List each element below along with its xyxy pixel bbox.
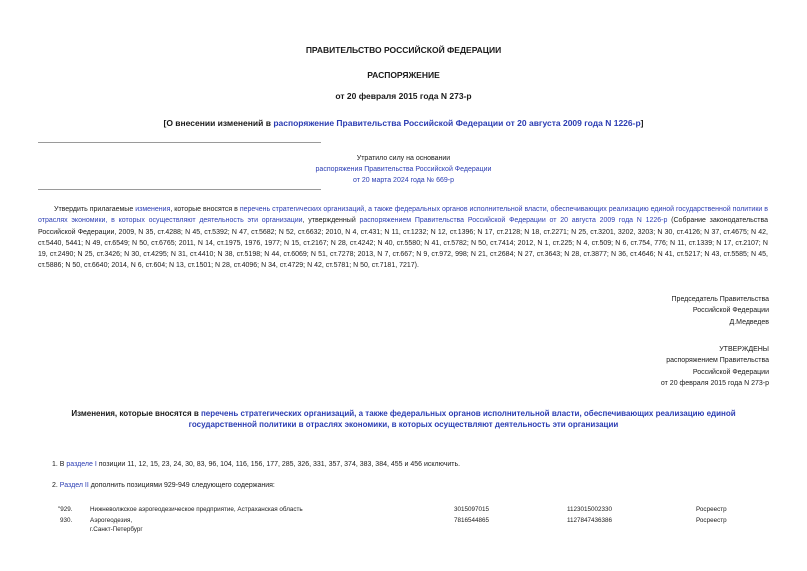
row-number: "929. <box>58 506 73 513</box>
lost-force-line1: Утратило силу на основании <box>356 155 451 162</box>
item-1 <box>52 460 460 470</box>
row-number: 930. <box>60 517 73 524</box>
approved-block <box>661 344 769 389</box>
title-suffix: ] <box>640 118 644 128</box>
title-link[interactable]: распоряжение Правительства Российской Федерации от 20 августа 2009 года N 1226-р <box>273 118 641 128</box>
signature-line1: Председатель Правительства <box>671 296 769 303</box>
row-agency: Росреестр <box>696 517 727 524</box>
document-date-number: от 20 февраля 2015 года N 273-р <box>335 91 472 101</box>
signature-block <box>672 294 769 328</box>
government-heading: ПРАВИТЕЛЬСТВО РОССИЙСКОЙ ФЕДЕРАЦИИ <box>305 45 502 55</box>
lost-force-link[interactable]: распоряжения Правительства Российской Федерации <box>315 166 492 173</box>
approved-line3: Российской Федерации <box>692 368 769 376</box>
table-row <box>38 516 769 536</box>
approved-line4: от 20 февраля 2015 года N 273-р <box>660 379 769 387</box>
row-inn: 7816544865 <box>454 517 490 524</box>
document-type: РАСПОРЯЖЕНИЕ <box>367 70 440 80</box>
p1-text-a: Утвердить прилагаемые <box>54 206 136 213</box>
item2-text-b: дополнить позициями 929-949 следующего содержания: <box>88 482 275 489</box>
row-ogrn: 1127847436386 <box>567 517 613 524</box>
divider-top <box>38 142 321 143</box>
section-2-link[interactable]: Раздел II <box>59 482 89 489</box>
changes-title-prefix: Изменения, которые вносятся в <box>71 409 201 418</box>
section-1-link[interactable]: разделе I <box>66 461 97 468</box>
changes-link[interactable]: изменения <box>135 206 171 213</box>
changes-title <box>50 408 757 430</box>
approved-line2: распоряжением Правительства <box>666 357 769 365</box>
main-paragraph <box>38 204 768 272</box>
lost-force-note <box>290 153 517 186</box>
item1-text-b: позиции 11, 12, 15, 23, 24, 30, 83, 96, 104, 116, 156, 177, 285, 326, 331, 357, 374, 383, 384, 455 и 456 исключить. <box>96 461 461 468</box>
row-org-name: Аэрогеодезия, <box>90 517 133 524</box>
row-agency: Росреестр <box>696 506 727 513</box>
signature-line2: Российской Федерации <box>692 307 769 315</box>
row-ogrn: 1123015002330 <box>567 506 613 513</box>
lost-force-date-link[interactable]: от 20 марта 2024 года № 669-р <box>353 177 454 184</box>
changes-title-link[interactable]: перечень стратегических организаций, а также федеральных органов исполнительной власти, обеспечивающих реализацию единой государственной политики в отраслях экономики, в которых осуществляют деятельность эти организации <box>188 409 736 429</box>
item-2 <box>52 481 275 491</box>
signature-name: Д.Медведев <box>729 318 769 326</box>
document-title <box>0 118 807 128</box>
p1-text-c: , утвержденный <box>302 217 360 225</box>
row-inn: 3015097015 <box>454 506 490 513</box>
list-link[interactable]: перечень стратегических организаций, а также федеральных органов исполнительной власти, обеспечивающих реализацию единой государственной политики в отраслях экономики, в которых осуществляют деятельность эти организации <box>38 206 768 225</box>
item1-text-a: 1. В <box>52 461 67 468</box>
order-link[interactable]: распоряжением Правительства Российской Федерации от 20 августа 2009 года N 1226-р <box>359 217 668 225</box>
p1-text-b: , которые вносятся в <box>170 206 240 213</box>
row-org-city: г.Санкт-Петербург <box>90 526 143 533</box>
item2-text-a: 2. <box>52 482 60 489</box>
p1-text-d: (Собрание законодательства Российской Федерации, 2009, N 35, ст.4288; N 45, ст.5392; N 47, ст.5682; N 52, ст.6632; 2010, N 4, ст.431; N 11, ст.1232; N 12, ст.1396; N 17, ст.2128; N 18, ст.2271; N 25, ст.3201, 3202, 3203; N 30, ст.4126; N 37, ст.4675; N 42, ст.5440, 5441; N 49, ст.6549; N 50, ст.6765; 2011, N 14, ст.1975, 1976, 1977; N 15, ст.2167; N 28, ст.4242; N 40, ст.5580; N 41, ст.5782; N 50, ст.7414; 2012, N 1, ст.225; N 4, ст.509; N 6, ст.754, 776; N 11, ст.1339; N 17, ст.2107; N 19, ст.2490; N 25, ст.3426; N 30, ст.4295; N 31, ст.4410; N 38, ст.5198; N 44, ст.6069; N 51, ст.7278; 2013, N 7, ст.667; N 9, ст.972, 998; N 21, ст.2684; N 27, ст.3643; N 28, ст.3877; N 36, ст.4646; N 41, ст.5217; N 43, ст.5585; N 45, ст.5886; N 50, ст.6640; 2014, N 6, ст.604; N 13, ст.1501; N 28, ст.4096; N 34, ст.4729; N 42, ст.5781; N 50, ст.7181, 7217). <box>38 217 768 270</box>
divider-bottom <box>38 189 321 190</box>
row-org-name: Нижневолжское аэрогеодезическое предприятие, Астраханская область <box>90 506 303 513</box>
approved-line1: УТВЕРЖДЕНЫ <box>719 346 769 353</box>
title-prefix: [О внесении изменений в <box>163 118 274 128</box>
